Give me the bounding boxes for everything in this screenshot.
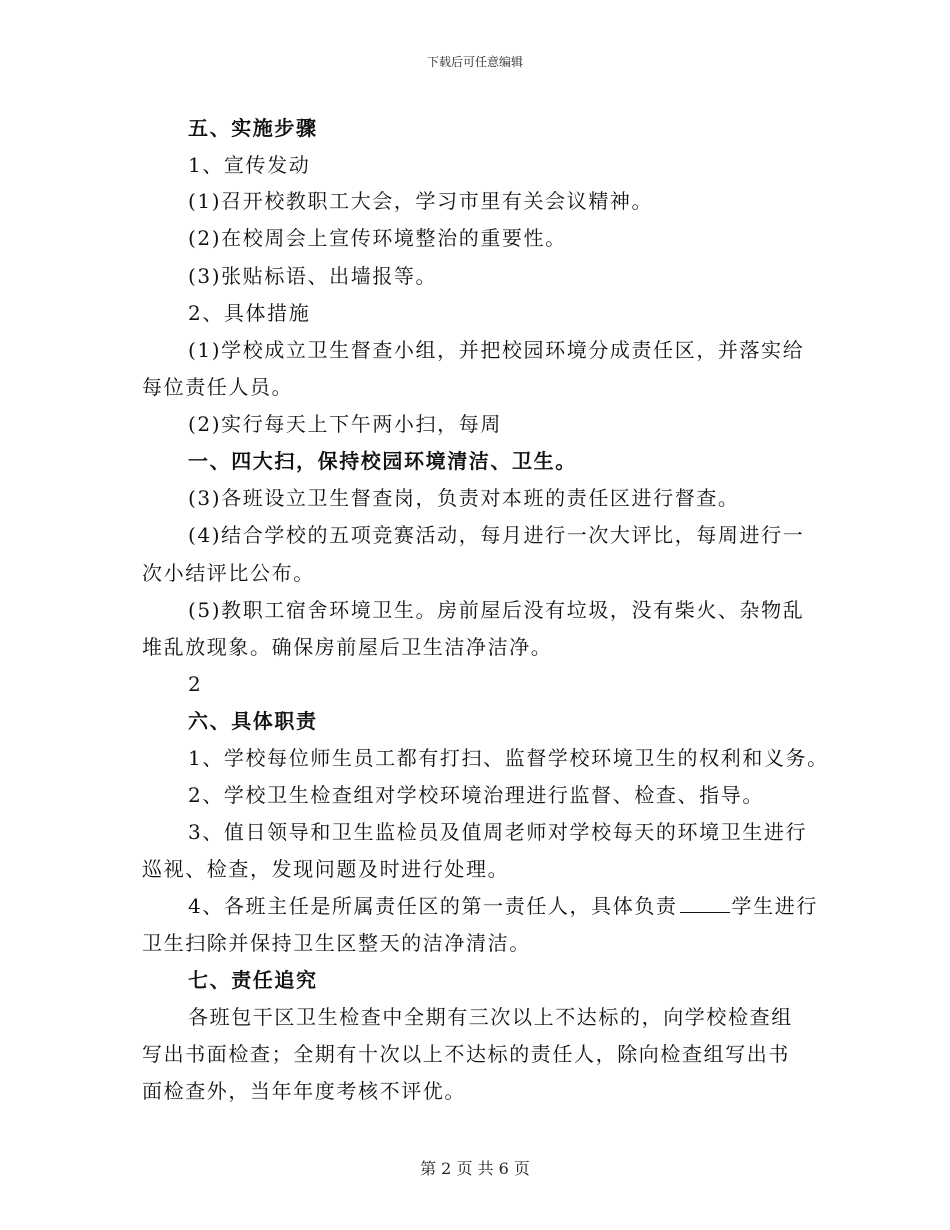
paragraph-line: 2 [188,672,203,696]
paragraph-line: 面检查外，当年年度考核不评优。 [142,1079,466,1103]
page-number-footer: 第 2 页 共 6 页 [420,1159,530,1178]
paragraph-line: (1)召开校教职工大会，学习市里有关会议精神。 [188,189,654,213]
paragraph-line: (5)教职工宿舍环境卫生。房前屋后没有垃圾，没有柴火、杂物乱 [188,598,805,622]
paragraph-line: 1、学校每位师生员工都有打扫、监督学校环境卫生的权利和义务。 [188,746,829,770]
paragraph-line: (2)在校周会上宣传环境整治的重要性。 [188,226,567,250]
fill-in-blank [680,894,730,913]
section-heading-responsibilities: 六、具体职责 [188,709,318,733]
paragraph-line: 2、学校卫生检查组对学校环境治理进行监督、检查、指导。 [188,783,764,807]
paragraph-line: 各班包干区卫生检查中全期有三次以上不达标的，向学校检查组 [188,1005,793,1029]
paragraph-line: 堆乱放现象。确保房前屋后卫生洁净洁净。 [142,635,553,659]
paragraph-line: 次小结评比公布。 [142,561,315,585]
paragraph-line [188,894,818,918]
text-before-blank: 4、各班主任是所属责任区的第一责任人，具体负责 [188,894,678,918]
subheading-measures: 2、具体措施 [188,301,311,325]
paragraph-line: 每位责任人员。 [142,375,294,399]
paragraph-line: 写出书面检查；全期有十次以上不达标的责任人，除向检查组写出书 [142,1042,790,1066]
paragraph-line: 3、值日领导和卫生监检员及值周老师对学校每天的环境卫生进行 [188,820,808,844]
paragraph-line: (4)结合学校的五项竞赛活动，每月进行一次大评比，每周进行一 [188,523,805,547]
bold-paragraph-line: 一、四大扫，保持校园环境清洁、卫生。 [188,449,577,473]
subheading-publicity: 1、宣传发动 [188,153,311,177]
paragraph-line: (2)实行每天上下午两小扫，每周 [188,412,502,436]
paragraph-line: (3)张贴标语、出墙报等。 [188,264,438,288]
paragraph-line: 巡视、检查，发现问题及时进行处理。 [142,857,510,881]
paragraph-line: (3)各班设立卫生督查岗，负责对本班的责任区进行督查。 [188,486,740,510]
text-after-blank: 学生进行 [731,894,818,918]
paragraph-line: 卫生扫除并保持卫生区整天的洁净清洁。 [142,931,531,955]
page-header: 下载后可任意编辑 [426,55,523,69]
section-heading-accountability: 七、责任追究 [188,968,318,992]
section-heading-implementation-steps: 五、实施步骤 [188,116,318,140]
paragraph-line: (1)学校成立卫生督查小组，并把校园环境分成责任区，并落实给 [188,338,805,362]
